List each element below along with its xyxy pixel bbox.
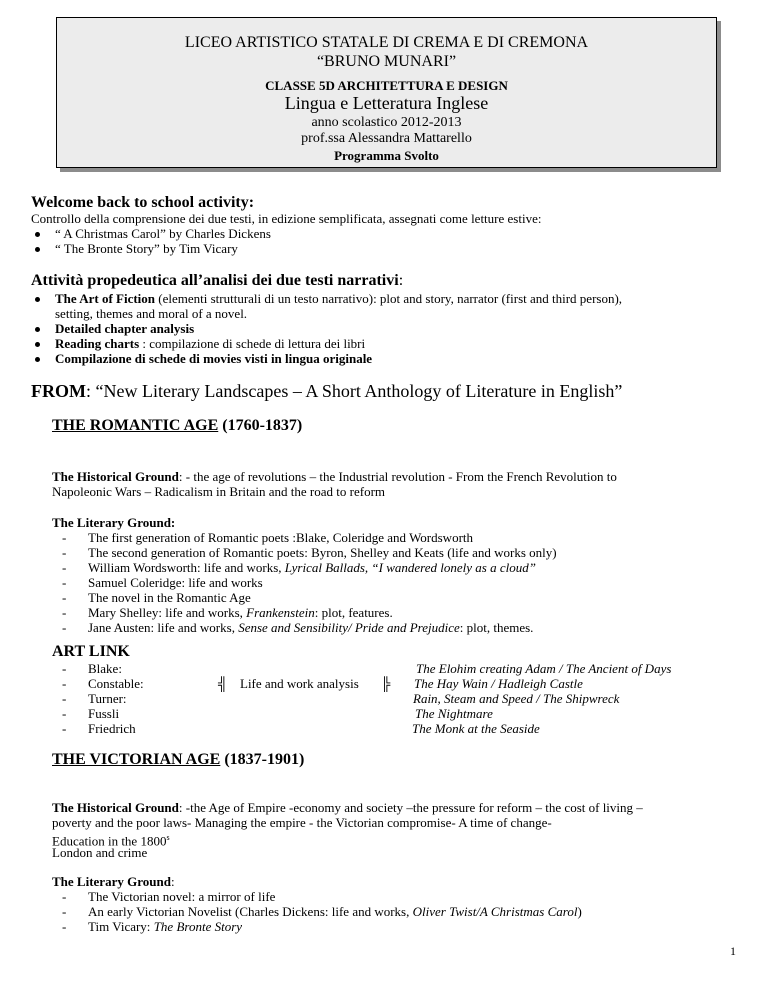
- bullet-icon: [35, 232, 40, 237]
- romantic-historical-cont: Napoleonic Wars – Radicalism in Britain and the road to reform: [52, 484, 386, 499]
- art-link-heading: ART LINK: [52, 643, 130, 660]
- dash-marker: -: [62, 545, 67, 560]
- artist-friedrich: Friedrich: [88, 721, 136, 736]
- bullet-icon: [35, 342, 40, 347]
- propedeutica-item-1: The Art of Fiction (elementi strutturali di un testo narrativo): plot and story, narrator (first and third person),: [55, 291, 623, 306]
- bullet-icon: [35, 247, 40, 252]
- propedeutica-item-1-cont: setting, themes and moral of a novel.: [55, 306, 248, 321]
- school-name: “BRUNO MUNARI”: [316, 53, 457, 70]
- right-bracket-icon: ╠: [381, 676, 391, 691]
- school-year: anno scolastico 2012-2013: [311, 115, 462, 130]
- school-title: LICEO ARTISTICO STATALE DI CREMA E DI CREMONA: [184, 34, 589, 51]
- dash-marker: -: [62, 661, 67, 676]
- bullet-icon: [35, 357, 40, 362]
- artist-blake: Blake:: [88, 661, 122, 676]
- program-label: Programma Svolto: [334, 148, 439, 163]
- romantic-literary-label: The Literary Ground:: [52, 515, 176, 530]
- romantic-lit-1: The first generation of Romantic poets :Blake, Coleridge and Wordsworth: [88, 530, 474, 545]
- blake-works: The Elohim creating Adam / The Ancient of Days: [416, 661, 672, 676]
- victorian-historical-cont: poverty and the poor laws- Managing the empire - the Victorian compromise- A time of change-: [52, 815, 552, 830]
- dash-marker: -: [62, 590, 67, 605]
- romantic-lit-2: The second generation of Romantic poets: Byron, Shelley and Keats (life and works only): [88, 545, 557, 560]
- dash-marker: -: [62, 919, 67, 934]
- dash-marker: -: [62, 605, 67, 620]
- romantic-lit-7: Jane Austen: life and works, Sense and Sensibility/ Pride and Prejudice: plot, themes.: [88, 620, 534, 635]
- romantic-historical: The Historical Ground: - the age of revolutions – the Industrial revolution - From the French Revolution to: [52, 469, 617, 484]
- propedeutica-item-2: Detailed chapter analysis: [55, 321, 195, 336]
- page-number: 1: [730, 944, 736, 958]
- turner-works: Rain, Steam and Speed / The Shipwreck: [413, 691, 620, 706]
- dash-marker: -: [62, 889, 67, 904]
- class-label: CLASSE 5D ARCHITETTURA E DESIGN: [265, 78, 508, 93]
- romantic-lit-5: The novel in the Romantic Age: [88, 590, 251, 605]
- bullet-icon: [35, 297, 40, 302]
- victorian-education: Education in the 1800$^s$: [52, 833, 170, 849]
- dash-marker: -: [62, 691, 67, 706]
- friedrich-works: The Monk at the Seaside: [412, 721, 540, 736]
- victorian-london: London and crime: [52, 845, 148, 860]
- teacher-name: prof.ssa Alessandra Mattarello: [301, 131, 472, 146]
- propedeutica-item-4: Compilazione di schede di movies visti in lingua originale: [55, 351, 373, 366]
- dash-marker: -: [62, 530, 67, 545]
- romantic-heading: THE ROMANTIC AGE (1760-1837): [52, 417, 303, 434]
- dash-marker: -: [62, 620, 67, 635]
- anthology-title: FROM: “New Literary Landscapes – A Short Anthology of Literature in English”: [31, 381, 623, 401]
- propedeutica-item-3: Reading charts : compilazione di schede di lettura dei libri: [55, 336, 366, 351]
- artist-turner: Turner:: [88, 691, 127, 706]
- welcome-intro: Controllo della comprensione dei due testi, in edizione semplificata, assegnati come letture estive:: [31, 211, 542, 226]
- artist-fussli: Fussli: [88, 706, 120, 721]
- fussli-works: The Nightmare: [415, 706, 493, 721]
- victorian-lit-3: Tim Vicary: The Bronte Story: [88, 919, 243, 934]
- victorian-historical: The Historical Ground: -the Age of Empire -economy and society –the pressure for reform – the cost of living –: [52, 800, 643, 815]
- dash-marker: -: [62, 676, 67, 691]
- victorian-lit-1: The Victorian novel: a mirror of life: [88, 889, 276, 904]
- subject-label: Lingua e Letteratura Inglese: [284, 93, 489, 113]
- romantic-lit-6: Mary Shelley: life and works, Frankenstein: plot, features.: [88, 605, 393, 620]
- dash-marker: -: [62, 706, 67, 721]
- propedeutica-heading: Attività propedeutica all’analisi dei due testi narrativi:: [31, 272, 404, 289]
- romantic-lit-3: William Wordsworth: life and works, Lyrical Ballads, “I wandered lonely as a cloud”: [88, 560, 536, 575]
- bullet-icon: [35, 327, 40, 332]
- dash-marker: -: [62, 721, 67, 736]
- dash-marker: -: [62, 560, 67, 575]
- victorian-lit-2: An early Victorian Novelist (Charles Dickens: life and works, Oliver Twist/A Christmas Carol): [88, 904, 582, 919]
- dash-marker: -: [62, 904, 67, 919]
- welcome-item-1: “ A Christmas Carol” by Charles Dickens: [55, 226, 271, 241]
- header-box: [56, 17, 717, 168]
- romantic-lit-4: Samuel Coleridge: life and works: [88, 575, 263, 590]
- victorian-heading: THE VICTORIAN AGE (1837-1901): [52, 751, 305, 768]
- life-work-analysis: Life and work analysis: [240, 676, 359, 691]
- dash-marker: -: [62, 575, 67, 590]
- welcome-heading: Welcome back to school activity:: [31, 194, 255, 211]
- victorian-literary-label: The Literary Ground:: [52, 874, 175, 889]
- welcome-item-2: “ The Bronte Story” by Tim Vicary: [55, 241, 238, 256]
- left-bracket-icon: ╣: [218, 676, 228, 691]
- artist-constable: Constable:: [88, 676, 144, 691]
- constable-works: The Hay Wain / Hadleigh Castle: [414, 676, 583, 691]
